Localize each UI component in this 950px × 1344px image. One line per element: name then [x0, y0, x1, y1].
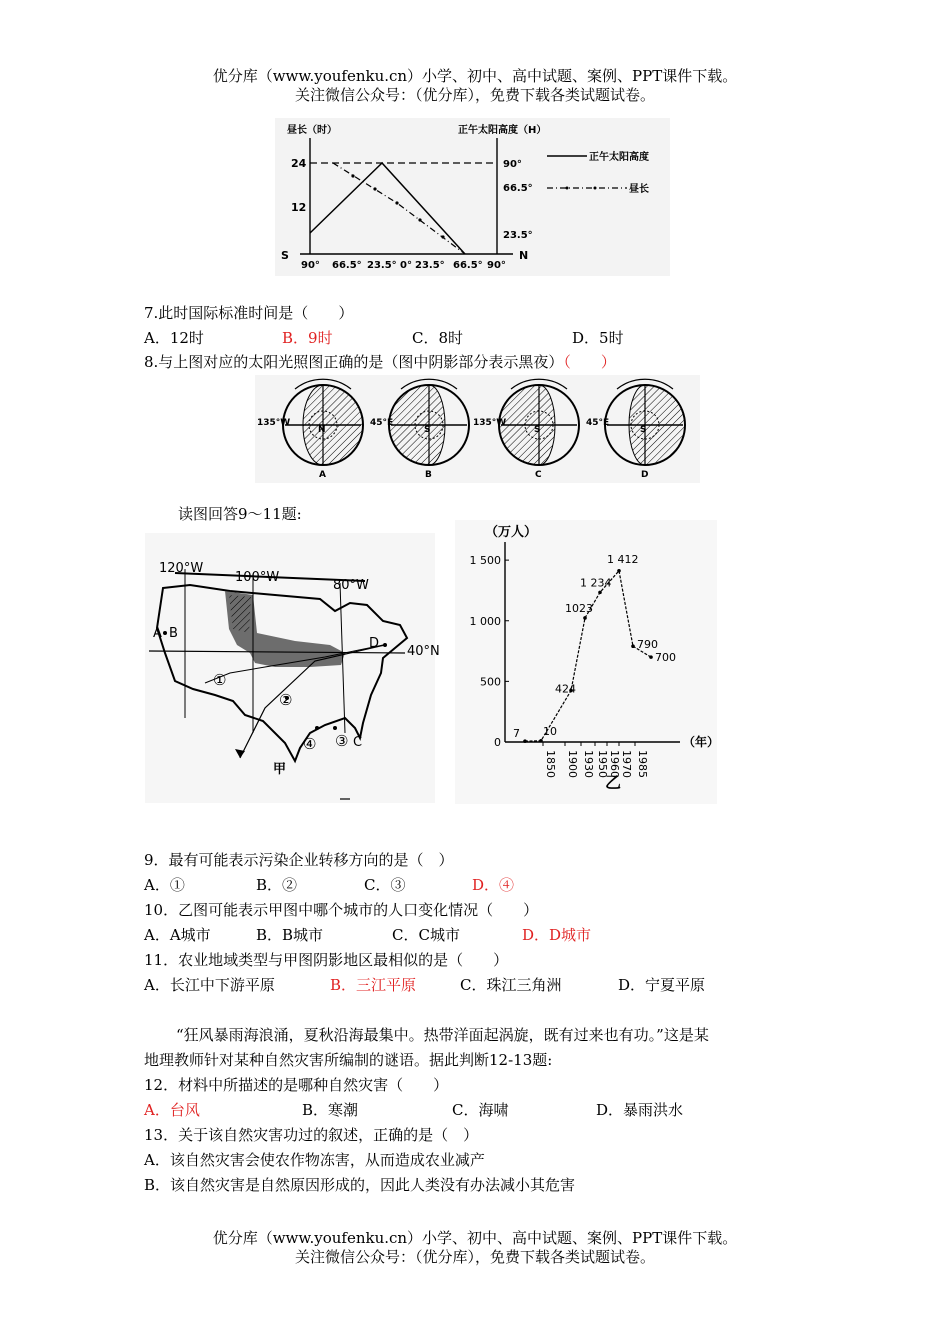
diagram-d-lon: 45°E	[586, 418, 610, 428]
x-tick: 0°	[400, 260, 412, 271]
page-header	[0, 67, 950, 105]
x-tick: 23.5°	[367, 260, 397, 271]
data-label: 1 412	[607, 552, 639, 566]
q11-option-a: A．长江中下游平原	[144, 976, 275, 994]
south-label: S	[281, 249, 289, 262]
q7-option-d: D．5时	[572, 329, 624, 347]
material-line-2: 地理教师针对某种自然灾害所编制的谜语。据此判断12-13题:	[144, 1051, 553, 1069]
route-3: ③	[335, 732, 349, 750]
material-line-1: “狂风暴雨海浪涌，夏秋沿海最集中。热带洋面起涡旋，既有过来也有功。”这是某	[176, 1026, 709, 1044]
data-label: 790	[637, 638, 658, 652]
left-tick-12: 12	[291, 201, 307, 214]
data-point	[617, 569, 621, 573]
right-tick-66: 66.5°	[503, 183, 533, 194]
q9-option-c: C．③	[364, 876, 406, 894]
diagram-a-pole: N	[318, 425, 326, 435]
q9-option-a: A．①	[144, 876, 185, 894]
q8-stem	[144, 351, 616, 372]
q7-option-c: C．8时	[412, 329, 464, 347]
q10-option-d: D．D城市	[522, 926, 592, 944]
legend-day-length: 昼长	[629, 184, 649, 195]
intro-9-11: 读图回答9～11题:	[178, 505, 302, 523]
data-point	[583, 616, 587, 620]
footer-line-1: 优分库（www.youfenku.cn）小学、初中、高中试题、案例、PPT课件下载。	[212, 1229, 738, 1247]
diagram-d-label: D	[641, 470, 649, 480]
diagram-c-pole: S	[534, 425, 541, 435]
q9-stem: 9．最有可能表示污染企业转移方向的是（ ）	[144, 851, 454, 869]
left-axis-title: 昼长（时）	[287, 125, 337, 136]
left-tick-24: 24	[291, 157, 307, 170]
diagram-d-pole: S	[640, 425, 647, 435]
q13-stem: 13．关于该自然灾害功过的叙述，正确的是（ ）	[144, 1126, 479, 1144]
data-label: 7	[513, 727, 520, 741]
x-tick: 90°	[487, 260, 506, 271]
x-tick: 66.5°	[453, 260, 483, 271]
data-point	[631, 644, 635, 648]
data-label: 424	[555, 682, 576, 696]
q10-option-c: C．C城市	[392, 926, 460, 944]
x-tick-label: 1850	[544, 750, 557, 778]
x-tick-label: 1930	[582, 750, 595, 778]
diagram-a-lon: 135°W	[257, 418, 291, 428]
y-tick-label: 1 000	[469, 614, 501, 628]
x-tick: 90°	[301, 260, 320, 271]
q10-stem: 10．乙图可能表示甲图中哪个城市的人口变化情况（ ）	[144, 901, 539, 919]
q13-option-b: B．该自然灾害是自然原因形成的，因此人类没有办法减小其危害	[144, 1176, 576, 1194]
city-d-label: D	[369, 636, 380, 651]
x-tick-label: 1985	[636, 750, 649, 778]
footer-line-2: 关注微信公众号：（优分库），免费下载各类试题试卷。	[294, 1248, 655, 1266]
diagram-b-lon: 45°E	[370, 418, 394, 428]
us-map-jia	[145, 533, 440, 803]
q8-answer-paren: （ ）	[563, 353, 616, 371]
diagram-c-label: C	[535, 470, 542, 480]
data-point	[598, 591, 602, 595]
daylength-solar-altitude-figure	[275, 118, 670, 276]
data-point	[523, 739, 527, 743]
header-line-2: 关注微信公众号：（优分库），免费下载各类试题试卷。	[294, 86, 655, 104]
q7-option-b: B．9时	[282, 329, 333, 347]
q7-stem: 7.此时国际标准时间是（ ）	[144, 304, 354, 322]
q13-option-a: A．该自然灾害会使农作物冻害，从而造成农业减产	[144, 1151, 485, 1169]
q11-option-b: B．三江平原	[330, 976, 417, 994]
city-b-label: B	[169, 626, 178, 641]
north-label: N	[519, 249, 529, 262]
data-label: 700	[655, 651, 676, 665]
lon-80w: 80°W	[333, 578, 369, 593]
x-tick: 23.5°	[415, 260, 445, 271]
header-line-1: 优分库（www.youfenku.cn）小学、初中、高中试题、案例、PPT课件下载。	[212, 67, 738, 85]
q12-option-b: B．寒潮	[302, 1101, 359, 1119]
data-label: 10	[543, 724, 557, 738]
right-axis-title: 正午太阳高度（H）	[458, 125, 547, 136]
route-2: ②	[279, 691, 293, 709]
q8-stem-text: 8.与上图对应的太阳光照图正确的是（图中阴影部分表示黑夜）	[144, 353, 564, 371]
data-label: 1023	[565, 601, 593, 615]
map-caption-jia: 甲	[273, 762, 287, 777]
q12-option-c: C．海啸	[452, 1101, 509, 1119]
q11-stem: 11．农业地域类型与甲图阴影地区最相似的是（ ）	[144, 951, 509, 969]
route-4: ④	[303, 735, 317, 753]
data-label: 1 234	[580, 576, 612, 590]
y-axis-title: （万人）	[485, 525, 538, 540]
x-tick: 66.5°	[332, 260, 362, 271]
population-chart-yi	[455, 520, 720, 804]
y-tick-label: 0	[494, 736, 501, 749]
x-tick-label: 1950	[596, 750, 609, 778]
x-tick-label: 1900	[566, 750, 579, 778]
diagram-b-label: B	[425, 470, 432, 480]
q12-option-d: D．暴雨洪水	[596, 1101, 684, 1119]
y-tick-label: 500	[480, 675, 501, 689]
data-point	[649, 655, 653, 659]
data-point	[539, 739, 543, 743]
q7-option-a: A．12时	[144, 329, 204, 347]
x-tick-label: 1970	[620, 750, 633, 778]
q10-option-a: A．A城市	[144, 926, 211, 944]
q9-option-b: B．②	[256, 876, 298, 894]
right-tick-23: 23.5°	[503, 230, 533, 241]
q12-option-a: A．台风	[144, 1101, 200, 1119]
diagram-a-label: A	[319, 470, 326, 480]
x-axis-title: （年）	[683, 735, 720, 749]
city-a-label: A	[153, 626, 162, 641]
y-tick-label: 1 500	[469, 554, 501, 568]
diagram-b-pole: S	[424, 425, 431, 435]
chart-caption-yi: 乙	[605, 773, 622, 792]
q12-stem: 12．材料中所描述的是哪种自然灾害（ ）	[144, 1076, 449, 1094]
route-1: ①	[213, 671, 227, 689]
lon-120w: 120°W	[159, 561, 204, 576]
city-c-label: C	[353, 735, 363, 750]
legend-solar-altitude: 正午太阳高度	[589, 152, 649, 163]
q10-option-b: B．B城市	[256, 926, 324, 944]
q11-option-c: C．珠江三角洲	[460, 976, 562, 994]
lat-40n: 40°N	[407, 644, 440, 659]
x-tick-label: 1960	[608, 750, 621, 778]
q11-option-d: D．宁夏平原	[618, 976, 706, 994]
page-footer	[0, 1229, 950, 1267]
sunlight-diagrams	[255, 375, 700, 483]
right-tick-90: 90°	[503, 159, 522, 170]
lon-100w: 100°W	[235, 570, 280, 585]
diagram-c-lon: 135°W	[473, 418, 507, 428]
q9-option-d: D．④	[472, 876, 515, 894]
